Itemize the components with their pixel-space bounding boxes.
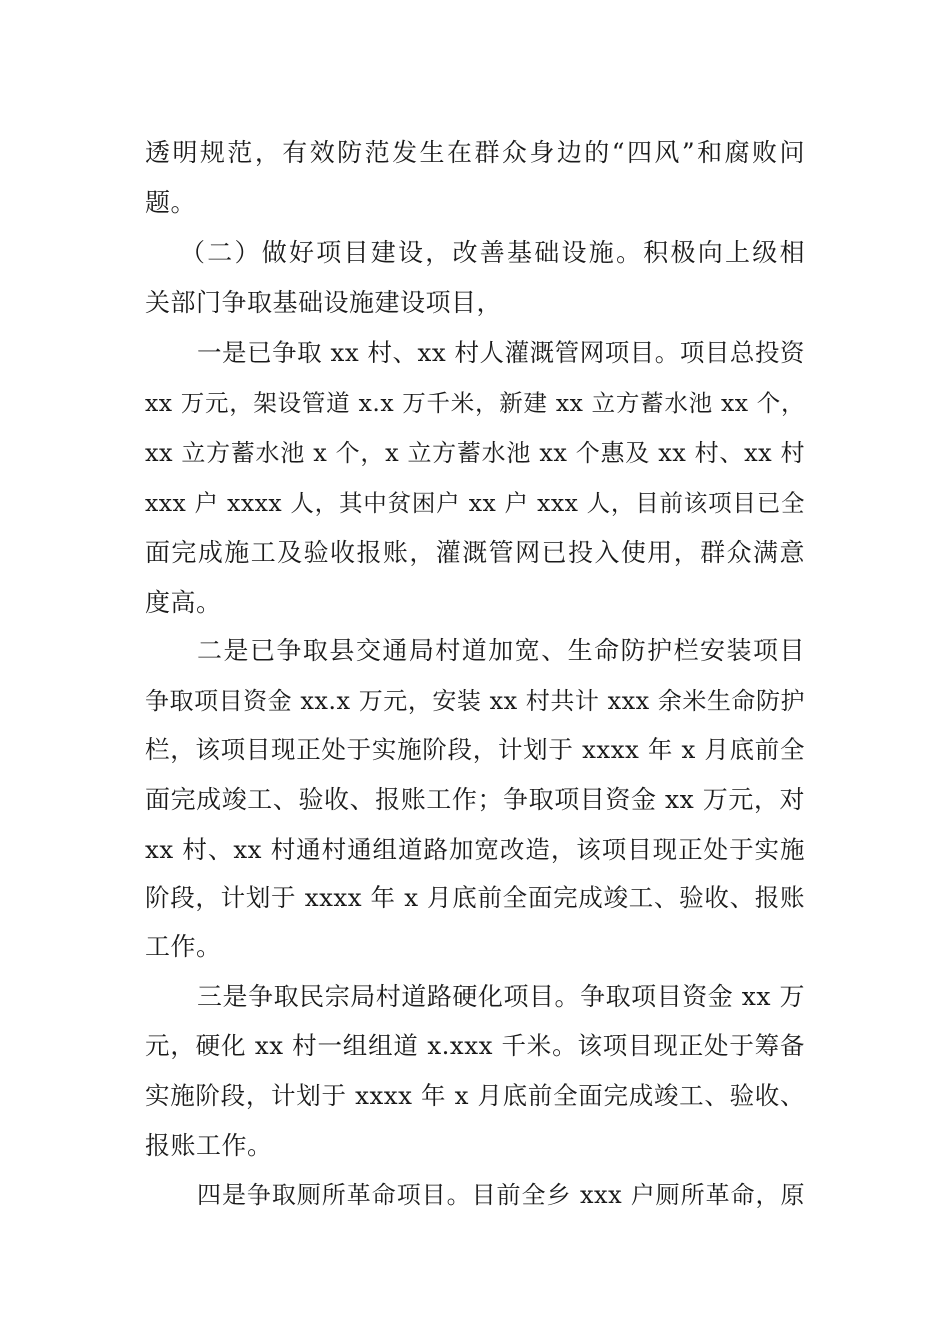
paragraph-first-line: 一是已争取 xx 村、xx 村人灌溉管网项目。项目总投资: [197, 338, 805, 367]
text-line: 面完成施工及验收报账，灌溉管网已投入使用，群众满意: [145, 538, 805, 567]
text-line: 栏，该项目现正处于实施阶段，计划于 xxxx 年 x 月底前全: [145, 735, 805, 764]
text-line: xx 村、xx 村通村通组道路加宽改造，该项目现正处于实施: [145, 835, 805, 864]
text-line: xx 立方蓄水池 x 个，x 立方蓄水池 xx 个惠及 xx 村、xx 村: [145, 439, 805, 467]
text-line: 阶段，计划于 xxxx 年 x 月底前全面完成竣工、验收、报账: [145, 883, 805, 912]
section-heading-line: （二）做好项目建设，改善基础设施。积极向上级相: [180, 238, 805, 267]
text-line: 度高。: [145, 588, 222, 617]
text-line: 实施阶段，计划于 xxxx 年 x 月底前全面完成竣工、验收、: [145, 1081, 805, 1110]
text-line: 透明规范，有效防范发生在群众身边的“四风”和腐败问: [145, 138, 805, 167]
text-line: xxx 户 xxxx 人，其中贫困户 xx 户 xxx 人，目前该项目已全: [145, 489, 805, 517]
text-line: 面完成竣工、验收、报账工作；争取项目资金 xx 万元，对: [145, 785, 805, 814]
text-line: 报账工作。: [145, 1131, 273, 1160]
text-line: 争取项目资金 xx.x 万元，安装 xx 村共计 xxx 余米生命防护: [145, 687, 805, 715]
paragraph-first-line: 二是已争取县交通局村道加宽、生命防护栏安装项目: [197, 636, 805, 665]
text-line: 工作。: [145, 932, 222, 961]
paragraph-first-line: 三是争取民宗局村道路硬化项目。争取项目资金 xx 万: [197, 982, 805, 1011]
text-line: 关部门争取基础设施建设项目，: [145, 288, 503, 317]
text-line: xx 万元，架设管道 x.x 万千米，新建 xx 立方蓄水池 xx 个，: [145, 389, 805, 417]
text-line: 题。: [145, 188, 197, 217]
text-line: 元，硬化 xx 村一组组道 x.xxx 千米。该项目现正处于筹备: [145, 1031, 805, 1060]
paragraph-first-line: 四是争取厕所革命项目。目前全乡 xxx 户厕所革命，原: [197, 1181, 805, 1209]
